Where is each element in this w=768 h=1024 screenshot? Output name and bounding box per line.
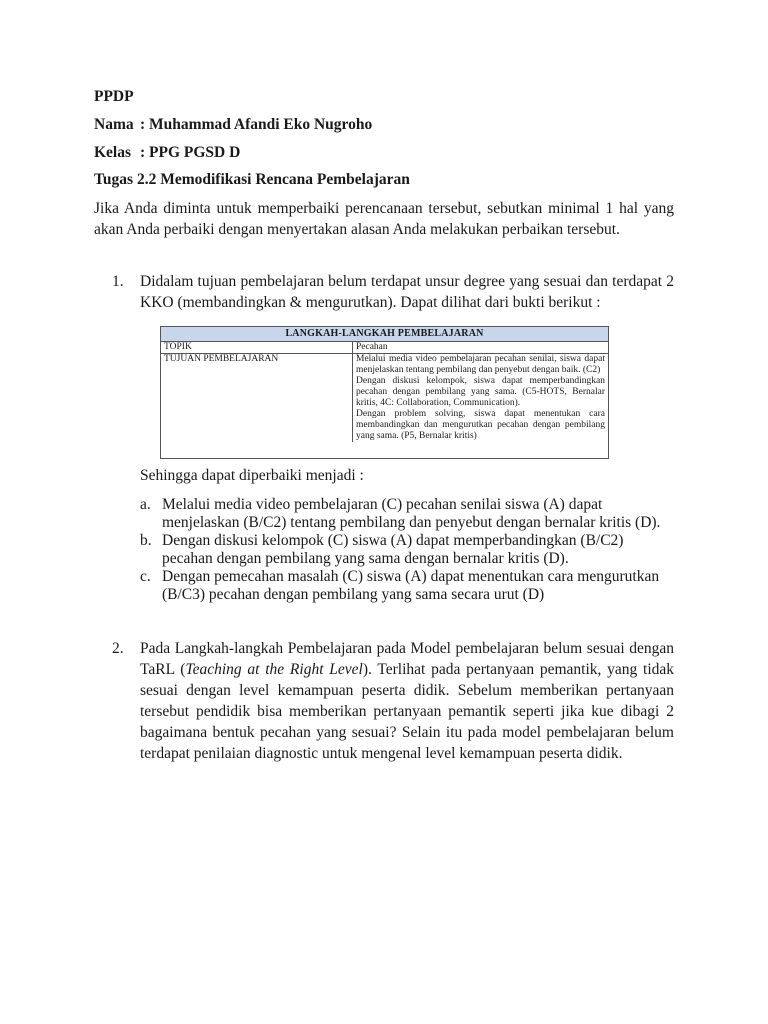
document-title: PPDP bbox=[94, 88, 134, 105]
objective-text-2: Dengan diskusi kelompok, siswa dapat memperbandingkan pecahan dengan pembilang yang sama. (C5-HOTS, Bernalar kritis, 4C: Collaboration, Communication). bbox=[356, 376, 605, 408]
fix-letter-a: a. bbox=[140, 496, 151, 513]
fix-text-b: Dengan diskusi kelompok (C) siswa (A) dapat memperbandingkan (B/C2) pecahan dengan pembilang yang sama dengan bernalar kritis (D). bbox=[162, 532, 624, 567]
fix-text-c: Dengan pemecahan masalah (C) siswa (A) dapat menentukan cara mengurutkan (B/C3) pecahan dengan pembilang yang sama secara urut (D) bbox=[162, 568, 660, 603]
objective-text-3: Dengan problem solving, siswa dapat menentukan cara membandingkan dan mengurutkan pecahan dengan pembilang yang sama. (P5, Bernalar kritis) bbox=[356, 409, 605, 441]
table-cell-objective-label: TUJUAN PEMBELAJARAN bbox=[161, 354, 353, 442]
list-text-2 bbox=[140, 638, 674, 764]
intro-paragraph: Jika Anda diminta untuk memperbaiki perencanaan tersebut, sebutkan minimal 1 hal yang akan Anda perbaiki dengan menyertakan alasan Anda melakukan perbaikan tersebut. bbox=[94, 200, 674, 238]
list-text-1: Didalam tujuan pembelajaran belum terdapat unsur degree yang sesuai dan terdapat 2 KKO (membandingkan & mengurutkan). Dapat dilihat dari bukti berikut : bbox=[140, 273, 674, 311]
table-cell-topic-value: Pecahan bbox=[356, 342, 388, 352]
table-title: LANGKAH-LANGKAH PEMBELAJARAN bbox=[161, 327, 608, 342]
name-label: Nama bbox=[94, 116, 134, 133]
class-label: Kelas bbox=[94, 144, 132, 161]
table-row bbox=[161, 342, 608, 354]
list-number-1: 1. bbox=[112, 273, 124, 290]
fix-intro: Sehingga dapat diperbaiki menjadi : bbox=[140, 467, 364, 484]
name-line bbox=[94, 116, 372, 134]
list-text-2-end: ). Terlihat pada pertanyaan pemantik, yang tidak sesuai dengan level kemampuan peserta didik. Sebelum memberikan pertanyaan tersebut pendidik bisa memberikan pertanyaan pemantik seperti jika kue dibagi 2 bagaimana bentuk pecahan yang sesuai? Selain itu pada model pembelajaran belum terdapat penilaian diagnostic untuk mengenal level kemampuan peserta didik. bbox=[140, 661, 675, 762]
task-title: Tugas 2.2 Memodifikasi Rencana Pembelajaran bbox=[94, 171, 410, 188]
table-row bbox=[161, 354, 608, 442]
table-cell-topic-label: TOPIK bbox=[161, 342, 353, 353]
fix-text-a: Melalui media video pembelajaran (C) pecahan senilai siswa (A) dapat menjelaskan (B/C2) tentang pembilang dan penyebut dengan bernalar kritis (D). bbox=[162, 496, 661, 531]
fix-letter-b: b. bbox=[140, 532, 152, 549]
table-cell-objective-value bbox=[353, 354, 608, 442]
list-text-2-start: Pada Langkah-langkah Pembelajaran pada Model pembelajaran belum sesuai dengan TaRL ( bbox=[140, 640, 674, 678]
list-number-2: 2. bbox=[112, 640, 124, 657]
fix-letter-c: c. bbox=[140, 568, 151, 585]
evidence-table-image bbox=[160, 326, 609, 459]
name-value: : Muhammad Afandi Eko Nugroho bbox=[140, 116, 373, 133]
class-line bbox=[94, 144, 240, 162]
class-value: : PPG PGSD D bbox=[140, 144, 241, 161]
tarl-term: Teaching at the Right Level bbox=[185, 661, 363, 678]
objective-text-1: Melalui media video pembelajaran pecahan senilai, siswa dapat menjelaskan tentang pembilang dan penyebut dengan baik. (C2) bbox=[356, 354, 605, 375]
